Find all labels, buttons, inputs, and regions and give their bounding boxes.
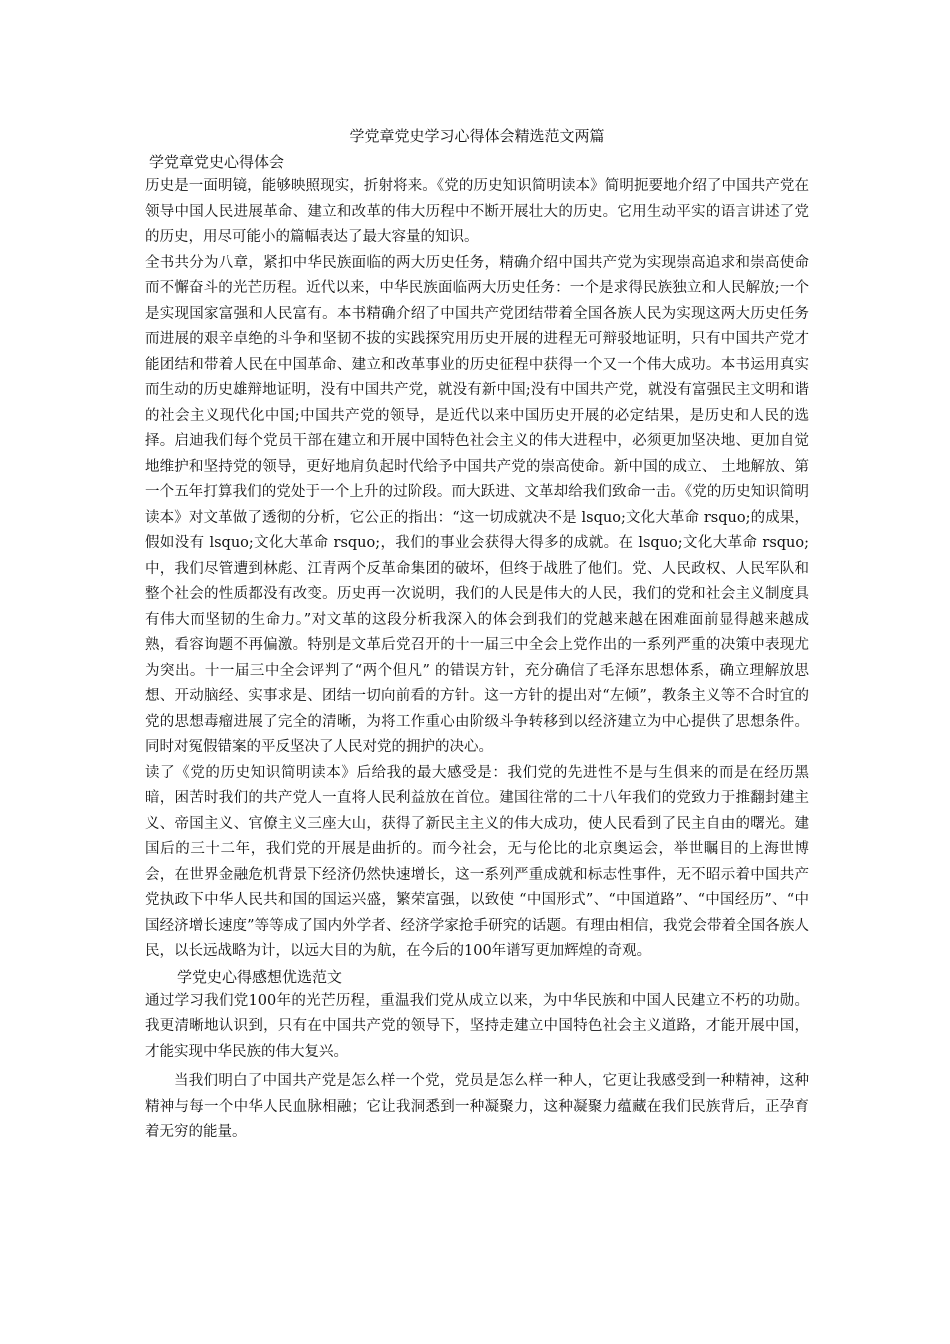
section-heading: 学党章党史心得体会 bbox=[149, 153, 285, 171]
section-study-party-constitution bbox=[145, 152, 809, 965]
section-party-history-essay bbox=[145, 967, 809, 1146]
paragraph: 通过学习我们党100年的光芒历程，重温我们党从成立以来，为中华民族和中国人民建立不朽的功勋。我更清晰地认识到，只有在中国共产党的领导下，坚持走建立中国特色社会主义道路，才能开展中国，才能实现中华民族的伟大复兴。 bbox=[145, 992, 809, 1060]
paragraph: 全书共分为八章，紧扣中华民族面临的两大历史任务，精确介绍中国共产党为实现崇高追求和崇高使命而不懈奋斗的光芒历程。近代以来，中华民族面临两大历史任务：一个是求得民族独立和人民解放;一个是实现国家富强和人民富有。本书精确介绍了中国共产党团结带着全国各族人民为实现这两大历史任务而进展的艰辛卓绝的斗争和坚韧不拔的实践探究用历史开展的进程无可辩驳地证明，只有中国共产党才能团结和带着人民在中国革命、建立和改革事业的历史征程中获得一个又一个伟大成功。本书运用真实而生动的历史雄辩地证明，没有中国共产党，就没有新中国;没有中国共产党，就没有富强民主文明和谐的社会主义现代化中国;中国共产党的领导，是近代以来中国历史开展的必定结果，是历史和人民的选择。启迪我们每个党员干部在建立和开展中国特色社会主义的伟大进程中，必须更加坚决地、更加自觉地维护和坚持党的领导，更好地肩负起时代给予中国共产党的崇高使命。新中国的成立、 土地解放、第一个五年打算我们的党处于一个上升的过阶段。而大跃进、文革却给我们致命一击。《党的历史知识简明读本》对文革做了透彻的分析，它公正的指出：“这一切成就决不是 lsquo;文化大革命 rsquo;的成果，假如没有 lsquo;文化大革命 rsquo;，我们的事业会获得大得多的成就。在 lsquo;文化大革命 rsquo;中，我们尽管遭到林彪、江青两个反革命集团的破坏，但终于战胜了他们。党、人民政权、人民军队和整个社会的性质都没有改变。历史再一次说明，我们的人民是伟大的人民，我们的党和社会主义制度具有伟大而坚韧的生命力。”对文革的这段分析我深入的体会到我们的党越来越在困难面前显得越来越成熟，看容询题不再偏激。特别是文革后党召开的十一届三中全会上党作出的一系列严重的决策中表现尤为突出。十一届三中全会评判了“两个但凡” 的错误方针，充分确信了毛泽东思想体系，确立理解放思想、开动脑经、实事求是、团结一切向前看的方针。这一方针的提出对“左倾”，教条主义等不合时宜的党的思想毒瘤进展了完全的清晰，为将工作重心由阶级斗争转移到以经济建立为中心提供了思想条件。同时对冤假错案的平反坚决了人民对党的拥护的决心。 bbox=[145, 254, 809, 755]
paragraph: 读了《党的历史知识简明读本》后给我的最大感受是：我们党的先进性不是与生俱来的而是在经历黑暗，困苦时我们的共产党人一直将人民利益放在首位。建国往常的二十八年我们的党致力于推翻封建主义、帝国主义、官僚主义三座大山，获得了新民主主义的伟大成功，使人民看到了民主自由的曙光。建国后的三十二年，我们党的开展是曲折的。而今社会，无与伦比的北京奥运会，举世瞩目的上海世博会，在世界金融危机背景下经济仍然快速增长，这一系列严重成就和标志性事件，无不昭示着中国共产党执政下中华人民共和国的国运兴盛，繁荣富强，以致使 “中国形式”、“中国道路”、“中国经历”、“中国经济增长速度”等等成了国内外学者、经济学家抢手研究的话题。有理由相信，我党会带着全国各族人民，以长远战略为计，以远大目的为航，在今后的100年谱写更加辉煌的奇观。 bbox=[145, 764, 809, 959]
document-page bbox=[145, 126, 809, 1146]
document-title: 学党章党史学习心得体会精选范文两篇 bbox=[349, 127, 605, 145]
paragraph: 历史是一面明镜，能够映照现实，折射将来。《党的历史知识简明读本》简明扼要地介绍了中国共产党在领导中国人民进展革命、建立和改革的伟大历程中不断开展壮大的历史。它用生动平实的语言讲述了党的历史，用尽可能小的篇幅表达了最大容量的知识。 bbox=[145, 178, 809, 245]
section-heading: 学党史心得感想优选范文 bbox=[177, 967, 343, 986]
paragraph: 当我们明白了中国共产党是怎么样一个党，党员是怎么样一种人，它更让我感受到一种精神，这种精神与每一个中华人民血脉相融；它让我洞悉到一种凝聚力，这种凝聚力蕴藏在我们民族背后，正孕育着无穷的能量。 bbox=[145, 1073, 809, 1140]
